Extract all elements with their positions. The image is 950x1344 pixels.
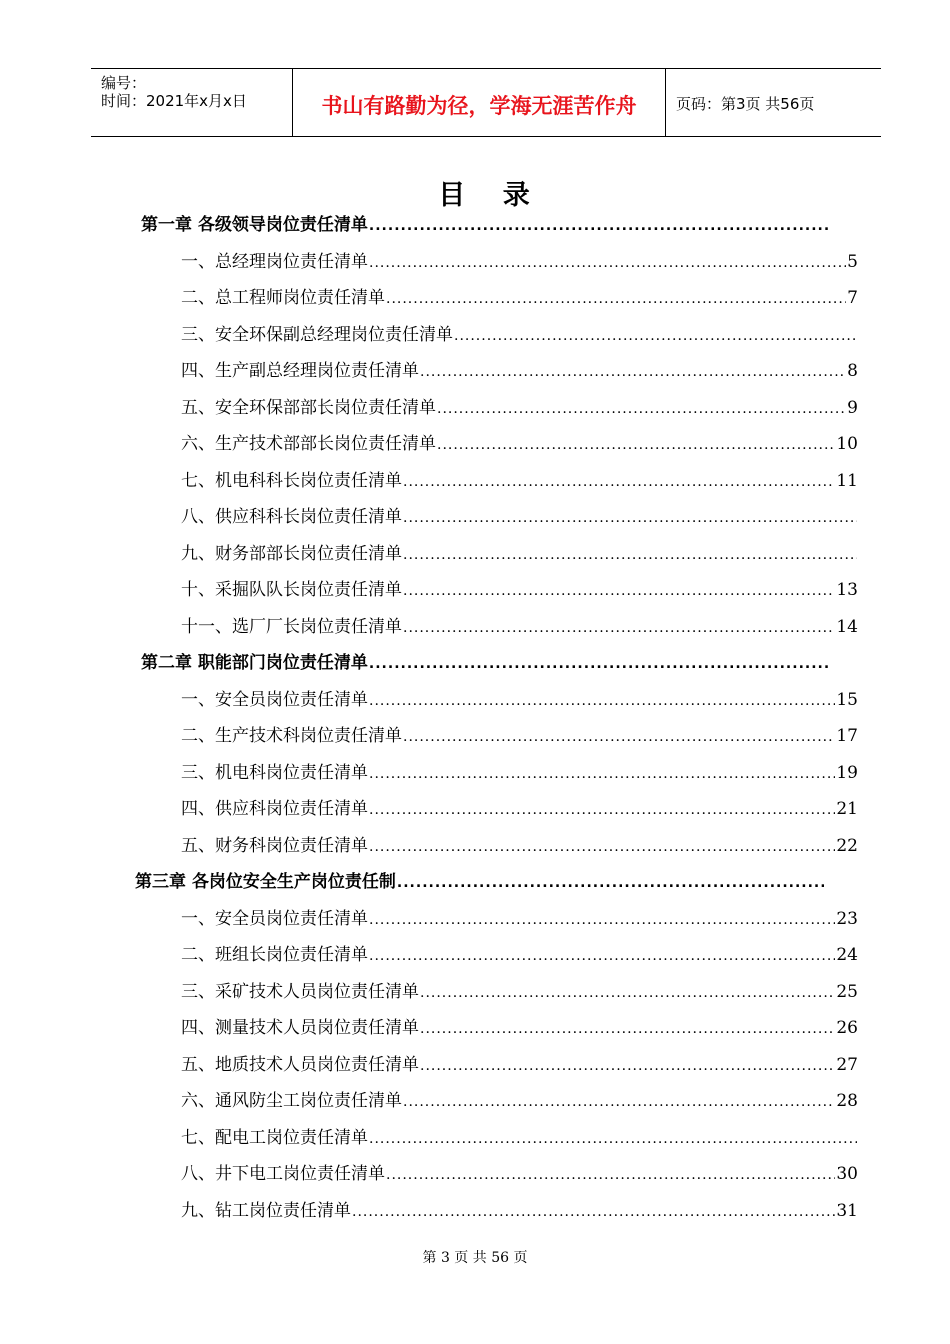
toc-entry-page: 5: [847, 252, 858, 271]
toc-entry-label: 二、班组长岗位责任清单: [181, 945, 368, 964]
toc-entry-label: 二、总工程师岗位责任清单: [181, 288, 385, 307]
toc-entry-page: 24: [836, 945, 858, 964]
toc-entry-page: 28: [836, 1091, 858, 1110]
toc-entry[interactable]: [181, 247, 858, 271]
toc-entry-label: 三、采矿技术人员岗位责任清单: [181, 982, 419, 1001]
toc-dot-leader: [403, 620, 835, 636]
toc-entry-label: 第一章 各级领导岗位责任清单: [141, 215, 368, 234]
toc-dot-leader: [420, 985, 835, 1001]
toc-entry[interactable]: [181, 575, 858, 599]
toc-entry[interactable]: [181, 1196, 858, 1220]
toc-dot-leader: [403, 583, 835, 599]
toc-dot-leader: [369, 802, 835, 818]
toc-entry[interactable]: [181, 320, 858, 344]
toc-entry[interactable]: [181, 1159, 858, 1183]
toc-entry-page: 22: [836, 836, 858, 855]
toc-entry-page: 27: [836, 1055, 858, 1074]
toc-entry-page: 15: [836, 690, 858, 709]
page-footer: 第 3 页 共 56 页: [422, 1250, 528, 1266]
toc-dot-leader: [420, 1021, 835, 1037]
toc-entry-label: 九、钻工岗位责任清单: [181, 1201, 351, 1220]
toc-entry-page: 30: [836, 1164, 858, 1183]
toc-chapter[interactable]: [141, 648, 831, 672]
toc-entry-label: 五、地质技术人员岗位责任清单: [181, 1055, 419, 1074]
toc-entry[interactable]: [181, 1050, 858, 1074]
toc-entry[interactable]: [181, 502, 858, 526]
toc-entry-page: 25: [836, 982, 858, 1001]
toc-dot-leader: [369, 255, 846, 271]
toc-dot-leader: [369, 766, 835, 782]
toc-entry-label: 四、生产副总经理岗位责任清单: [181, 361, 419, 380]
toc-entry[interactable]: [181, 977, 858, 1001]
toc-entry[interactable]: [181, 356, 858, 380]
toc-entry-page: 19: [836, 763, 858, 782]
toc-dot-leader: [386, 1167, 835, 1183]
toc-dot-leader: [437, 437, 835, 453]
toc-entry-page: 11: [836, 471, 858, 490]
toc-entry[interactable]: [181, 685, 858, 709]
header-page-code: 页码：第3页 共56页: [676, 95, 815, 113]
toc-dot-leader: [437, 401, 846, 417]
toc-entry[interactable]: [181, 393, 858, 417]
header-motto: 书山有路勤为径，学海无涯苦作舟: [321, 94, 637, 118]
toc-entry[interactable]: [181, 940, 858, 964]
toc-entry-label: 十一、选厂厂长岗位责任清单: [181, 617, 402, 636]
header-meta-cell: [91, 69, 293, 136]
toc-entry-label: 一、安全员岗位责任清单: [181, 690, 368, 709]
toc-entry[interactable]: [181, 1123, 858, 1147]
toc-entry-page: 17: [836, 726, 858, 745]
toc-dot-leader: [369, 218, 830, 234]
toc-entry[interactable]: [181, 429, 858, 453]
toc-entry-page: 26: [836, 1018, 858, 1037]
toc-entry-page: 7: [847, 288, 858, 307]
toc-entry-label: 二、生产技术科岗位责任清单: [181, 726, 402, 745]
document-header: [91, 68, 881, 137]
toc-entry-label: 八、供应科科长岗位责任清单: [181, 507, 402, 526]
toc-entry[interactable]: [181, 539, 858, 563]
toc-entry-page: 31: [836, 1201, 858, 1220]
toc-entry-page: 14: [836, 617, 858, 636]
toc-dot-leader: [397, 875, 824, 891]
toc-entry-page: 9: [847, 398, 858, 417]
toc-dot-leader: [369, 656, 830, 672]
toc-entry[interactable]: [181, 904, 858, 928]
toc-entry-label: 八、井下电工岗位责任清单: [181, 1164, 385, 1183]
header-page-cell: [666, 69, 881, 136]
toc-entry-label: 五、财务科岗位责任清单: [181, 836, 368, 855]
toc-dot-leader: [369, 948, 835, 964]
toc-dot-leader: [369, 1131, 857, 1147]
toc-entry-page: 13: [836, 580, 858, 599]
toc-entry-label: 第三章 各岗位安全生产岗位责任制: [135, 872, 396, 891]
toc-entry-label: 三、机电科岗位责任清单: [181, 763, 368, 782]
toc-entry-label: 五、安全环保部部长岗位责任清单: [181, 398, 436, 417]
toc-dot-leader: [352, 1204, 835, 1220]
toc-dot-leader: [403, 510, 857, 526]
toc-entry-label: 第二章 职能部门岗位责任清单: [141, 653, 368, 672]
toc-dot-leader: [386, 291, 846, 307]
toc-dot-leader: [369, 912, 835, 928]
toc-entry-label: 六、通风防尘工岗位责任清单: [181, 1091, 402, 1110]
toc-entry-page: 8: [847, 361, 858, 380]
toc-entry-label: 六、生产技术部部长岗位责任清单: [181, 434, 436, 453]
toc-entry[interactable]: [181, 612, 858, 636]
toc-dot-leader: [454, 328, 857, 344]
toc-entry[interactable]: [181, 466, 858, 490]
toc-chapter[interactable]: [141, 210, 831, 234]
toc-dot-leader: [420, 1058, 835, 1074]
toc-entry-label: 一、总经理岗位责任清单: [181, 252, 368, 271]
toc-entry[interactable]: [181, 758, 858, 782]
toc-entry-label: 十、采掘队队长岗位责任清单: [181, 580, 402, 599]
toc-entry-label: 九、财务部部长岗位责任清单: [181, 544, 402, 563]
toc-dot-leader: [403, 474, 835, 490]
toc-entry[interactable]: [181, 831, 858, 855]
toc-dot-leader: [369, 839, 835, 855]
document-code-label: 编号：: [101, 74, 147, 92]
toc-dot-leader: [403, 729, 835, 745]
toc-entry[interactable]: [181, 721, 858, 745]
toc-entry-label: 一、安全员岗位责任清单: [181, 909, 368, 928]
toc-chapter[interactable]: [135, 867, 825, 891]
toc-entry[interactable]: [181, 794, 858, 818]
toc-entry[interactable]: [181, 283, 858, 307]
toc-entry[interactable]: [181, 1013, 858, 1037]
toc-entry-page: 10: [836, 434, 858, 453]
toc-entry-label: 四、供应科岗位责任清单: [181, 799, 368, 818]
toc-entry-page: 21: [836, 799, 858, 818]
toc-entry-label: 七、配电工岗位责任清单: [181, 1128, 368, 1147]
header-motto-cell: [293, 69, 666, 136]
toc-dot-leader: [369, 693, 835, 709]
toc-entry-label: 三、安全环保副总经理岗位责任清单: [181, 325, 453, 344]
document-time-label: 时间：2021年x月x日: [101, 92, 247, 110]
toc-dot-leader: [403, 1094, 835, 1110]
toc-title: 目 录: [438, 180, 544, 211]
toc-entry-label: 七、机电科科长岗位责任清单: [181, 471, 402, 490]
toc-dot-leader: [420, 364, 846, 380]
toc-entry[interactable]: [181, 1086, 858, 1110]
toc-dot-leader: [403, 547, 857, 563]
toc-entry-page: 23: [836, 909, 858, 928]
toc-entry-label: 四、测量技术人员岗位责任清单: [181, 1018, 419, 1037]
